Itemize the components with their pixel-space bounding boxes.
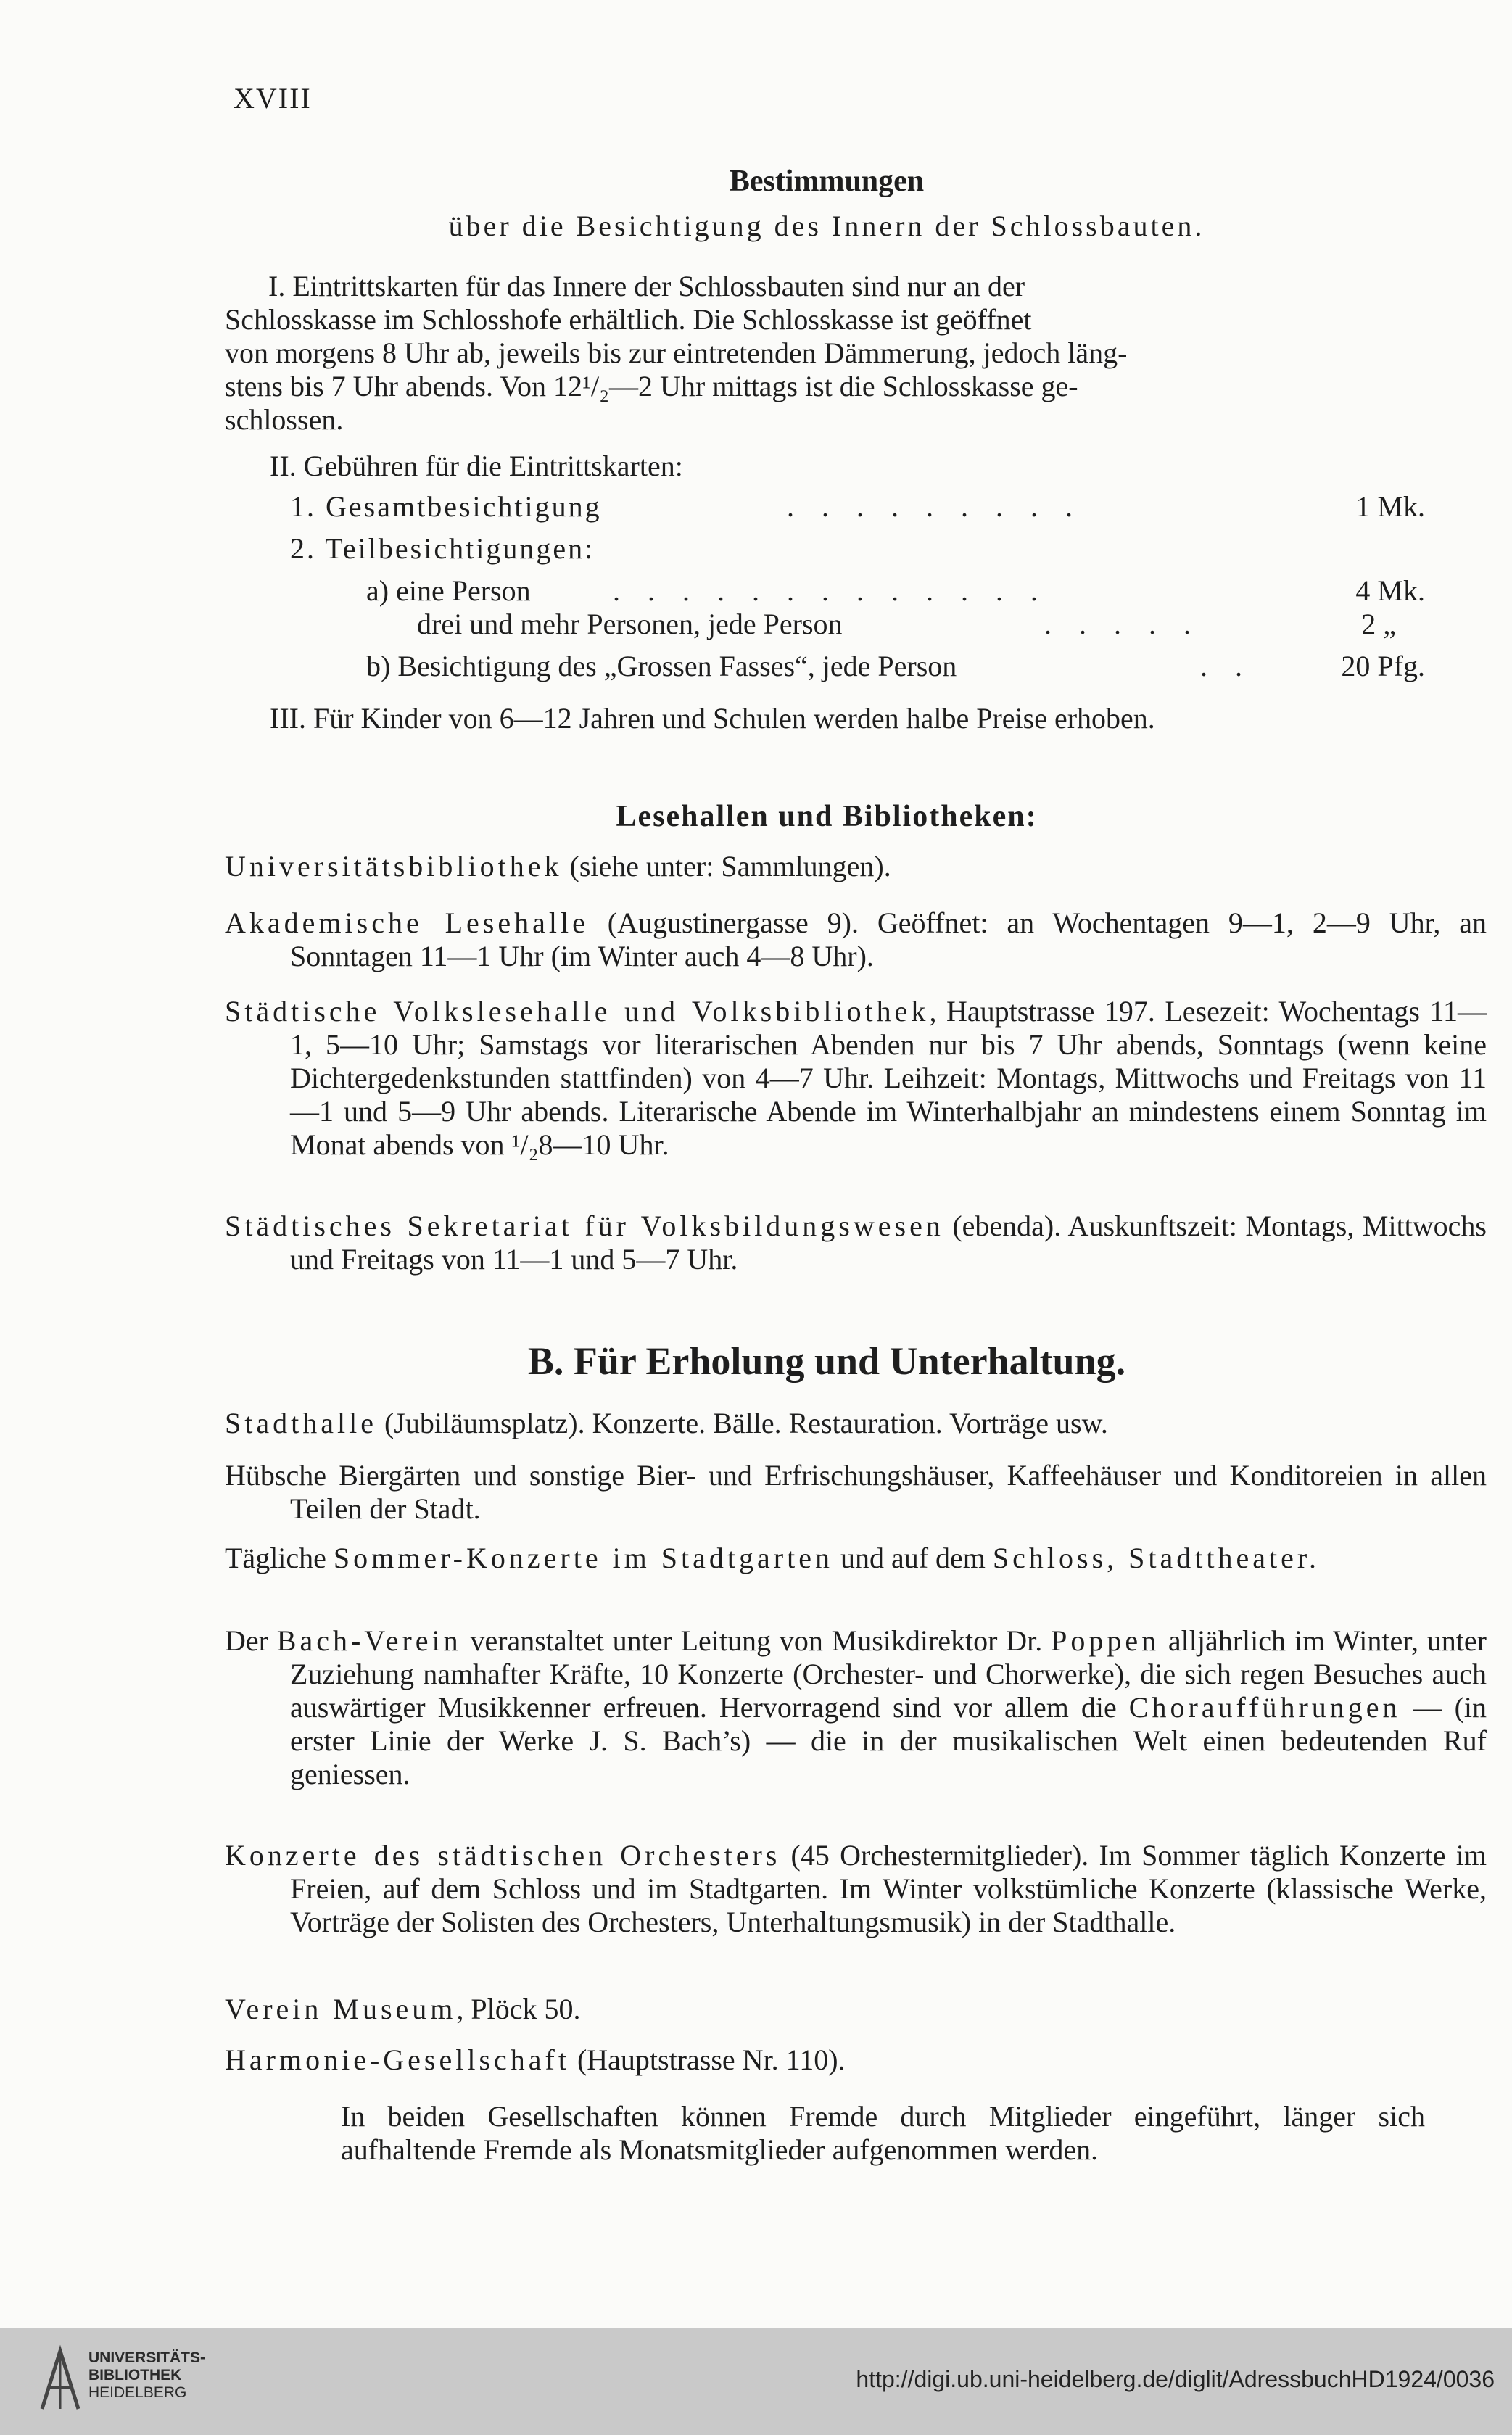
fee-item-label: drei und mehr Personen, jede Person (417, 608, 843, 640)
fee-item-label: 1. Gesamtbesichtigung (290, 490, 602, 523)
entry-stadthalle (225, 1407, 1487, 1440)
library-logo-icon[interactable] (35, 2344, 86, 2416)
leader-dots: . . . . . (1044, 608, 1201, 640)
entry-bach-verein (225, 1624, 1487, 1791)
entry-text: (45 Orchestermitglieder). Im Sommer täglich Konzerte im Freien, auf dem Schloss und im Stadtgarten. Im Winter volkstümliche Konzerte (klassische Werke, Vorträge der Solisten des Orchesters, Unterhaltungsmusik) in der Stadthalle. (290, 1839, 1487, 1938)
library-logo-text[interactable] (88, 2349, 205, 2402)
entry-text: — (in erster Linie der Werke J. S. Bach’s) — die in der musikalischen Welt einen bedeutenden Ruf geniessen. (290, 1691, 1487, 1790)
entry-name: Choraufführungen (1128, 1691, 1401, 1724)
entry-text: alljährlich im Winter, unter Zuziehung namhafter Kräfte, 10 Konzerte (Orchester- und Chorwerke), die sich regen Besuches auch auswärtiger Musikkenner erfreuen. Hervorragend sind vor allem die (290, 1624, 1487, 1724)
entry-name: Stadthalle (225, 1407, 377, 1439)
text-line: I. Eintrittskarten für das Innere der Schlossbauten sind nur an der (268, 270, 1025, 302)
text-line: von morgens 8 Uhr ab, jeweils bis zur eintretenden Dämmerung, jedoch läng- (225, 336, 1128, 369)
entry-text: Tägliche (225, 1542, 334, 1574)
entry-name: Bach-Verein (276, 1624, 462, 1657)
fee-item-price: 2 „ (1361, 608, 1396, 640)
entry-text: Hübsche Biergärten und sonstige Bier- und Erfrischungshäuser, Kaffeehäuser und Konditoreien in allen Teilen der Stadt. (225, 1459, 1487, 1525)
entry-text: veranstaltet unter Leitung von Musikdirektor Dr. (461, 1624, 1052, 1657)
entry-text: , Plöck 50. (456, 1993, 581, 2025)
fee-item-label: b) Besichtigung des „Grossen Fasses“, jede Person (366, 650, 957, 682)
text-line: schlossen. (225, 403, 344, 436)
leader-dots: . . . . . . . . . (787, 490, 1083, 523)
fee-item-label: 2. Teilbesichtigungen: (290, 532, 595, 565)
entry-name: Städtische Volkslesehalle und Volksbibliothek (225, 995, 930, 1028)
entry-akademische-lesehalle (225, 906, 1487, 973)
leader-dots: . . . . . . . . . . . . . (613, 574, 1048, 607)
entry-text: , Hauptstrasse 197. Lesezeit: Wochentags 11—1, 5—10 Uhr; Samstags vor literarischen Abenden nur bis 7 Uhr abends, Sonntags (wenn keine Dichtergedenkstunden stattfinden) von 4—7 Uhr. Leihzeit: Montags, Mittwochs und Freitags von 11—1 und 5—9 Uhr abends. Literarische Abende im Winterhalbjahr an mindestens einem Sonntag im Monat abends von ¹/₂8—10 Uhr. (290, 995, 1487, 1161)
page-number: XVIII (234, 82, 312, 115)
entry-name: Verein Museum (225, 1993, 457, 2025)
logo-line: UNIVERSITÄTS- (88, 2349, 206, 2366)
entry-sekretariat (225, 1210, 1487, 1276)
kinder-note: III. Für Kinder von 6—12 Jahren und Schulen werden halbe Preise erhoben. (270, 702, 1155, 735)
para-eintrittskarten (225, 270, 1421, 437)
entry-name: Sommer-Konzerte im Stadtgarten (333, 1542, 833, 1574)
entry-name: Schloss, Stadttheater. (992, 1542, 1320, 1574)
section-subtitle: über die Besichtigung des Innern der Schlossbauten. (448, 210, 1205, 242)
fee-item-label: a) eine Person (366, 574, 531, 607)
entry-text: Der (225, 1624, 277, 1657)
entry-text: (ebenda). Auskunftszeit: Montags, Mittwochs und Freitags von 11—1 und 5—7 Uhr. (290, 1210, 1487, 1276)
leader-dots: . . (1200, 650, 1252, 682)
logo-line: HEIDELBERG (88, 2384, 187, 2401)
entry-name: Akademische Lesehalle (225, 906, 589, 939)
logo-line: BIBLIOTHEK (88, 2367, 182, 2384)
fee-item-price: 4 Mk. (1355, 574, 1425, 607)
entry-sommer-konzerte (225, 1542, 1487, 1575)
entry-verein-museum (225, 1993, 1487, 2026)
entry-text: (Augustinergasse 9). Geöffnet: an Wochentagen 9—1, 2—9 Uhr, an Sonntagen 11—1 Uhr (im Winter auch 4—8 Uhr). (290, 906, 1487, 972)
entry-name: Universitätsbibliothek (225, 850, 563, 882)
text-line: stens bis 7 Uhr abends. Von 12¹/₂—2 Uhr mittags ist die Schlosskasse ge- (225, 370, 1078, 402)
entry-name: Konzerte des städtischen Orchesters (225, 1839, 781, 1872)
section-title-bestimmungen: Bestimmungen (729, 165, 925, 198)
entry-text: (siehe unter: Sammlungen). (562, 850, 891, 882)
section-title-erholung: B. Für Erholung und Unterhaltung. (527, 1339, 1126, 1383)
gebuehren-heading: II. Gebühren für die Eintrittskarten: (270, 450, 683, 482)
footer-url-link[interactable]: http://digi.ub.uni-heidelberg.de/diglit/AdressbuchHD1924/0036 (856, 2366, 1495, 2392)
entry-text: und auf dem (833, 1542, 993, 1574)
text-line: Schlosskasse im Schlosshofe erhältlich. Die Schlosskasse ist geöffnet (225, 303, 1032, 336)
entry-biergaerten (225, 1459, 1487, 1526)
entry-gesellschaften-note (290, 2100, 1425, 2167)
entry-name: Poppen (1051, 1624, 1160, 1657)
entry-harmonie (225, 2043, 1487, 2077)
fee-item-price: 1 Mk. (1355, 490, 1425, 523)
entry-text: (Hauptstrasse Nr. 110). (569, 2043, 846, 2076)
entry-staedtisches-orchester (225, 1839, 1487, 1939)
entry-universitaetsbibliothek (225, 850, 1487, 883)
entry-text: In beiden Gesellschaften können Fremde durch Mitglieder eingeführt, länger sich aufhaltende Fremde als Monatsmitglieder aufgenommen werden. (341, 2100, 1425, 2166)
entry-volkslesehalle (225, 995, 1487, 1162)
entry-name: Harmonie-Gesellschaft (225, 2043, 570, 2076)
entry-name: Städtisches Sekretariat für Volksbildungswesen (225, 1210, 944, 1242)
entry-text: (Jubiläumsplatz). Konzerte. Bälle. Restauration. Vorträge usw. (376, 1407, 1108, 1439)
fee-item-price: 20 Pfg. (1341, 650, 1425, 682)
section-title-lesehallen: Lesehallen und Bibliotheken: (616, 800, 1038, 833)
